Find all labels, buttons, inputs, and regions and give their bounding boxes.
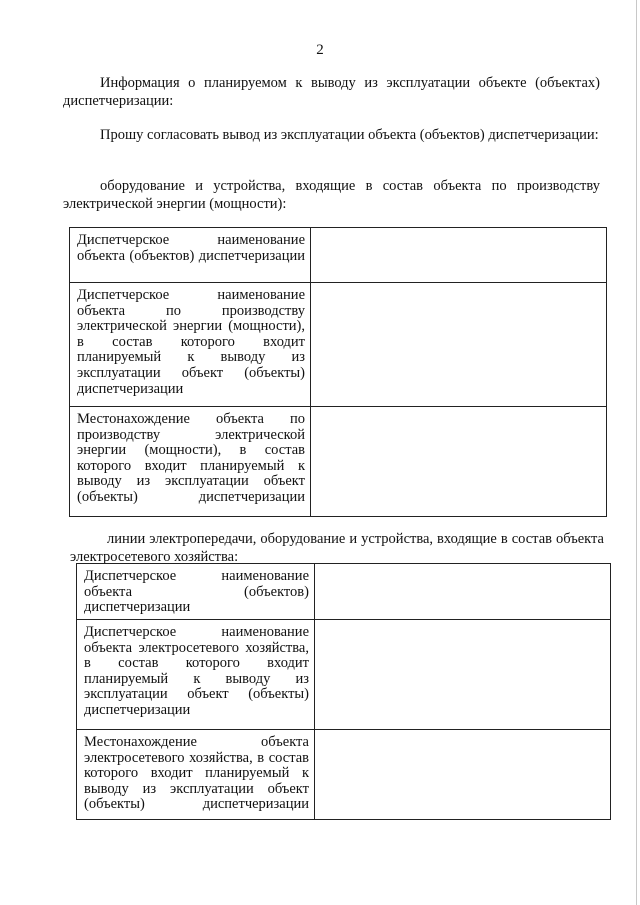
row-label-text: Диспетчерское наименование объекта (объектов) диспетчеризации (84, 568, 309, 616)
row-value-field[interactable] (311, 228, 607, 283)
row-label-text: Местонахождение объекта электросетевого хозяйства, в состав которого входит планируемый к выводу из эксплуатации объект (объекты) диспетчеризации (84, 734, 309, 813)
grid-table (76, 563, 611, 820)
row-label-text: Диспетчерское наименование объекта электросетевого хозяйства, в состав которого входит планируемый к выводу из эксплуатации объект (объекты) диспетчеризации (84, 624, 309, 718)
table-row (77, 730, 611, 820)
row-label-text: Диспетчерское наименование объекта по производству электрической энергии (мощности), в состав которого входит планируемый к выводу из эксплуатации объект (объекты) диспетчеризации (77, 287, 305, 397)
row-value-field[interactable] (311, 283, 607, 407)
generation-paragraph: оборудование и устройства, входящие в состав объекта по производству электрической энергии (мощности): (63, 178, 600, 212)
page-edge (636, 0, 637, 905)
row-label-text: Диспетчерское наименование объекта (объектов) диспетчеризации (77, 232, 305, 264)
request-paragraph: Прошу согласовать вывод из эксплуатации объекта (объектов) диспетчеризации: (100, 127, 599, 143)
row-value-field[interactable] (315, 564, 611, 620)
page-number: 2 (316, 42, 324, 58)
row-label (70, 407, 311, 517)
row-value-field[interactable] (311, 407, 607, 517)
row-label (77, 564, 315, 620)
table-row (70, 228, 607, 283)
grid-paragraph: линии электропередачи, оборудование и устройства, входящие в состав объекта электросетевого хозяйства: (70, 531, 604, 565)
row-label (70, 283, 311, 407)
info-paragraph: Информация о планируемом к выводу из эксплуатации объекте (объектах) диспетчеризации: (63, 75, 600, 109)
row-label (70, 228, 311, 283)
generation-table (69, 227, 607, 517)
table-row (77, 620, 611, 730)
table-row (77, 564, 611, 620)
row-label-text: Местонахождение объекта по производству электрической энергии (мощности), в состав которого входит планируемый к выводу из эксплуатации объект (объекты) диспетчеризации (77, 411, 305, 505)
table-row (70, 283, 607, 407)
row-label (77, 620, 315, 730)
row-label (77, 730, 315, 820)
row-value-field[interactable] (315, 730, 611, 820)
table-row (70, 407, 607, 517)
row-value-field[interactable] (315, 620, 611, 730)
